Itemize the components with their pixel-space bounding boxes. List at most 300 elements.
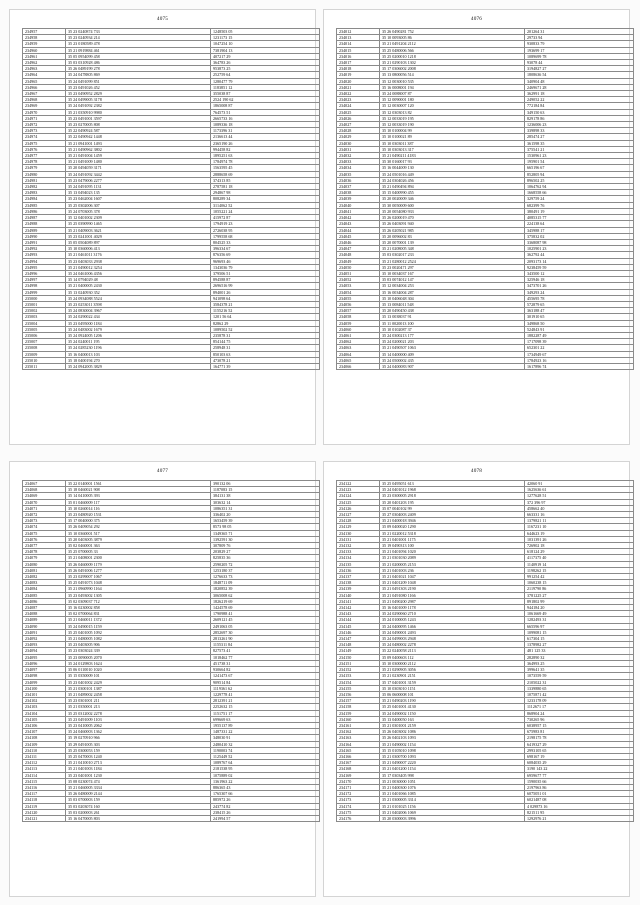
record-id-cell: 234025	[337, 109, 380, 115]
value-cell: 1229778 41	[211, 691, 320, 697]
value-cell: 1717098 39	[525, 339, 634, 345]
value-cell: 868904 24	[525, 710, 634, 716]
code-cell: 35 23 0090005 2070	[66, 654, 211, 660]
code-cell: 35 21 0919884 461	[66, 47, 211, 53]
document-page	[323, 461, 630, 897]
code-cell: 35 23 0403005 906	[66, 642, 211, 648]
value-cell: 8573 98 05	[211, 524, 320, 530]
value-cell: 3781225 27	[525, 592, 634, 598]
value-cell: 1349365 71	[211, 530, 320, 536]
value-cell: 348030 91	[211, 735, 320, 741]
code-cell: 35 21 0491204 2112	[380, 41, 525, 47]
record-id-cell: 234079	[23, 555, 66, 561]
record-id-cell: 234042	[337, 215, 380, 221]
value-cell: 2852697 30	[211, 629, 320, 635]
value-cell: 252759 64	[211, 72, 320, 78]
record-id-cell: 234998	[23, 283, 66, 289]
record-id-cell: 234057	[337, 308, 380, 314]
value-cell: 1790988 41	[211, 611, 320, 617]
code-cell: 35 23 0410005 2062	[66, 722, 211, 728]
value-cell: 885972 26	[211, 797, 320, 803]
value-cell: 1241473 67	[211, 673, 320, 679]
value-cell: 825835 36	[211, 555, 320, 561]
record-id-cell: 234166	[337, 753, 380, 759]
value-cell: 364783 26	[211, 60, 320, 66]
code-cell: 35 23 0240874 733	[66, 29, 211, 35]
value-cell: 941098 64	[211, 295, 320, 301]
value-cell: 886365 43	[211, 784, 320, 790]
record-id-cell: 234131	[337, 536, 380, 542]
code-cell: 35 23 0480920 1531	[66, 512, 211, 518]
record-id-cell: 234996	[23, 270, 66, 276]
record-id-cell: 234076	[23, 536, 66, 542]
code-cell: 35 10 0102087 37	[380, 326, 525, 332]
code-cell: 35 20 0494059 3171	[66, 165, 211, 171]
value-cell: 876356 69	[211, 252, 320, 258]
value-cell: 1392591 30	[211, 536, 320, 542]
code-cell: 35 10 0360001 517	[66, 530, 211, 536]
record-id-cell: 234098	[23, 673, 66, 679]
record-id-cell: 234163	[337, 735, 380, 741]
table-row	[23, 815, 320, 821]
record-id-cell: 234080	[23, 561, 66, 567]
value-cell: 29733 94	[525, 35, 634, 41]
value-cell: 2491063 05	[211, 623, 320, 629]
value-cell: 2787581 18	[211, 184, 320, 190]
value-cell: 2181538 95	[211, 766, 320, 772]
value-cell: 4 029873 16	[525, 803, 634, 809]
record-id-cell: 234173	[337, 797, 380, 803]
code-cell: 35 21 0301001 2159	[380, 722, 525, 728]
code-cell: 35 24 0478805 869	[66, 72, 211, 78]
record-id-cell: 234977	[23, 153, 66, 159]
code-cell: 35 21 0200005 2153	[380, 561, 525, 567]
record-id-cell: 234154	[337, 679, 380, 685]
value-cell: 1248503 05	[211, 29, 320, 35]
code-cell: 35 12 0401002 2309	[66, 215, 211, 221]
document-page	[9, 9, 316, 445]
value-cell: 241994 57	[211, 815, 320, 821]
value-cell: 1236006 23	[525, 122, 634, 128]
value-cell: 2469671 28	[525, 84, 634, 90]
code-cell: 35 09 0400603 112	[380, 654, 525, 660]
code-cell: 35 24 0491092 3442	[66, 171, 211, 177]
value-cell: 364993 25	[525, 660, 634, 666]
record-id-cell: 234171	[337, 784, 380, 790]
record-id-cell: 234089	[23, 617, 66, 623]
code-cell: 35 24 0490002 1150	[380, 710, 525, 716]
code-cell: 35 24 0285230 1196	[66, 345, 211, 351]
value-cell: 7381904 13	[211, 47, 320, 53]
record-id-cell: 234053	[337, 283, 380, 289]
record-id-cell: 234150	[337, 654, 380, 660]
record-id-cell: 234108	[23, 735, 66, 741]
value-cell: 2198175 78	[525, 735, 634, 741]
code-cell: 35 21 0490211 4183	[380, 153, 525, 159]
value-cell: 1653459 39	[211, 518, 320, 524]
value-cell: 2726038 95	[211, 227, 320, 233]
record-id-cell: 234979	[23, 165, 66, 171]
value-cell: 1061669 49	[525, 611, 634, 617]
value-cell: 772184 84	[525, 103, 634, 109]
code-cell: 35 21 0960990 1164	[66, 586, 211, 592]
record-id-cell: 234047	[337, 246, 380, 252]
code-cell: 35 23 0301001 211	[66, 698, 211, 704]
code-cell: 35 23 0020471 297	[380, 264, 525, 270]
value-cell: 1190003 74	[211, 747, 320, 753]
value-cell: 2197963 86	[525, 784, 634, 790]
value-cell: 1060238 15	[525, 580, 634, 586]
value-cell: 1173396 31	[211, 128, 320, 134]
code-cell: 35 11 0020013 100	[380, 320, 525, 326]
value-cell: 415972 87	[211, 215, 320, 221]
code-cell: 35 20 0300003 3996	[380, 815, 525, 821]
record-id-cell: 234038	[337, 190, 380, 196]
page-number-heading: 4077	[156, 468, 169, 474]
record-id-cell: 234015	[337, 47, 380, 53]
value-cell: 238415 26	[211, 809, 320, 815]
code-cell: 35 09 0400020 1290	[380, 524, 525, 530]
code-cell: 35 24 0461006 4356	[66, 270, 211, 276]
code-cell: 35 03 0203074 160	[66, 803, 211, 809]
value-cell: 93078 44	[525, 60, 634, 66]
record-id-cell: 234085	[23, 592, 66, 598]
code-cell: 35 21 0030000 1051	[380, 778, 525, 784]
record-id-cell: 234114	[23, 772, 66, 778]
code-cell: 35 21 0300101 1387	[66, 685, 211, 691]
record-id-cell: 234141	[337, 598, 380, 604]
value-cell: 407217 29	[211, 53, 320, 59]
record-id-cell: 234041	[337, 208, 380, 214]
code-cell: 35 16 0400013 103	[66, 351, 211, 357]
code-cell: 35 03 0200003 261	[66, 809, 211, 815]
value-cell: 1617896 74	[525, 363, 634, 369]
code-cell: 35 24 0460003 1362	[66, 729, 211, 735]
code-cell: 35 24 0924005 1206	[66, 332, 211, 338]
record-id-cell: 235006	[23, 332, 66, 338]
record-id-cell: 234056	[337, 301, 380, 307]
code-cell: 35 15 0105010 1098	[380, 747, 525, 753]
record-id-cell: 234083	[23, 580, 66, 586]
record-id-cell: 234095	[23, 654, 66, 660]
record-id-cell: 234058	[337, 314, 380, 320]
record-id-cell: 234997	[23, 277, 66, 283]
value-cell: 473078 21	[211, 357, 320, 363]
code-cell: 35 26 0402103 1093	[380, 735, 525, 741]
record-id-cell: 234962	[23, 60, 66, 66]
code-cell: 35 14 0400000 409	[380, 351, 525, 357]
code-cell: 35 21 0400018 3946	[380, 518, 525, 524]
record-id-cell: 234060	[337, 326, 380, 332]
value-cell: 2480410 32	[211, 741, 320, 747]
value-cell: 349868 50	[525, 320, 634, 326]
value-cell: 1734949 67	[525, 351, 634, 357]
record-id-cell: 234117	[23, 791, 66, 797]
record-id-cell: 234123	[337, 487, 380, 493]
value-cell: 1339880 65	[525, 685, 634, 691]
code-cell: 35 03 0310928 486	[66, 60, 211, 66]
code-cell: 35 17 0306002 2008	[380, 66, 525, 72]
value-cell: 1125449 52	[211, 753, 320, 759]
record-id-cell: 234072	[23, 512, 66, 518]
value-cell: 891802 99	[525, 598, 634, 604]
value-cell: 675983 81	[525, 729, 634, 735]
code-cell: 35 25 0200010 1218	[380, 53, 525, 59]
value-cell: 355038 87	[211, 91, 320, 97]
value-cell: 2136613 44	[211, 134, 320, 140]
value-cell: 1089502 52	[211, 326, 320, 332]
value-cell: 2105022 31	[525, 679, 634, 685]
value-cell: 1848711 09	[211, 580, 320, 586]
code-cell: 35 13 0038037 91	[380, 314, 525, 320]
code-cell: 35 05 0954099 458	[66, 53, 211, 59]
code-cell: 35 20 0401203 195	[380, 499, 525, 505]
value-cell: 1282493 31	[525, 617, 634, 623]
record-id-cell: 234046	[337, 239, 380, 245]
code-cell: 35 24 0942005 3829	[66, 363, 211, 369]
code-cell: 35 24 0401012 1968	[380, 487, 525, 493]
code-cell: 35 02 0700064 831	[66, 611, 211, 617]
value-cell: 644623 19	[525, 530, 634, 536]
record-id-cell: 234140	[337, 592, 380, 598]
code-cell: 35 24 0500002 435	[380, 357, 525, 363]
value-cell: 303632 14	[211, 499, 320, 505]
record-id-cell: 234021	[337, 84, 380, 90]
code-cell: 35 10 0100004 99	[380, 128, 525, 134]
page-number-heading: 4078	[470, 468, 483, 474]
code-cell: 35 21 0490962 3802	[66, 146, 211, 152]
value-cell: 399641 35	[525, 667, 634, 673]
value-cell: 1668558 66	[525, 190, 634, 196]
code-cell: 35 15 0350009 101	[66, 673, 211, 679]
record-id-cell: 234029	[337, 134, 380, 140]
value-cell: 375541 21	[525, 146, 634, 152]
record-id-cell: 234065	[337, 357, 380, 363]
record-id-cell: 234146	[337, 629, 380, 635]
record-id-cell: 234145	[337, 623, 380, 629]
record-id-cell: 234070	[23, 499, 66, 505]
record-id-cell: 234129	[337, 524, 380, 530]
record-id-cell: 234958	[23, 35, 66, 41]
record-id-cell: 235010	[23, 357, 66, 363]
value-cell: 1424578 69	[211, 605, 320, 611]
code-cell: 35 19 0490313 100	[380, 543, 525, 549]
value-cell: 2590205 72	[211, 561, 320, 567]
record-id-cell: 234974	[23, 134, 66, 140]
value-cell: 804525 33	[211, 239, 320, 245]
value-cell: 1292976 21	[525, 815, 634, 821]
record-id-cell: 234961	[23, 53, 66, 59]
record-id-cell: 234111	[23, 753, 66, 759]
value-cell: 1086351 31	[211, 505, 320, 511]
record-id-cell: 234134	[337, 555, 380, 561]
code-cell: 35 26 0409054 292	[66, 524, 211, 530]
value-cell: 3065008 62	[211, 592, 320, 598]
code-cell: 35 22 0240058 2113	[380, 648, 525, 654]
record-id-cell: 234124	[337, 493, 380, 499]
record-id-cell: 234153	[337, 673, 380, 679]
code-cell: 35 03 0074012 147	[380, 277, 525, 283]
record-id-cell: 234016	[337, 53, 380, 59]
value-cell: 1025901 23	[525, 246, 634, 252]
code-cell: 35 22 0490942 1448	[66, 134, 211, 140]
value-cell: 699669 63	[211, 716, 320, 722]
record-id-cell: 235008	[23, 345, 66, 351]
record-id-cell: 235005	[23, 326, 66, 332]
record-id-cell: 234994	[23, 258, 66, 264]
record-id-cell: 234999	[23, 289, 66, 295]
record-id-cell: 234099	[23, 679, 66, 685]
value-cell: 1075871 42	[525, 691, 634, 697]
code-cell: 35 21 0491080 1166	[380, 592, 525, 598]
record-id-cell: 234054	[337, 289, 380, 295]
code-cell: 35 23 0491001 3597	[66, 115, 211, 121]
record-id-cell: 234164	[337, 741, 380, 747]
value-cell: 307809 76	[211, 543, 320, 549]
code-cell: 35 24 0499005 3178	[66, 97, 211, 103]
value-cell: 249052 22	[525, 97, 634, 103]
value-cell: 203829 27	[211, 549, 320, 555]
record-id-cell: 234103	[23, 704, 66, 710]
code-cell: 35 23 0491026 452	[66, 84, 211, 90]
code-cell: 35 24 0490015 1159	[66, 623, 211, 629]
code-cell: 35 25 0302006 307	[66, 202, 211, 208]
record-id-cell: 234088	[23, 611, 66, 617]
value-cell: 1253180 37	[211, 567, 320, 573]
value-cell: 1765307 66	[211, 791, 320, 797]
code-cell: 35 21 0400300 1076	[380, 784, 525, 790]
record-id-cell: 234971	[23, 115, 66, 121]
value-cell: 235878 31	[211, 332, 320, 338]
value-cell: 730265 96	[525, 716, 634, 722]
code-cell: 35 24 0499003 2948	[380, 636, 525, 642]
record-id-cell: 234091	[23, 629, 66, 635]
record-id-cell: 234963	[23, 66, 66, 72]
record-id-cell: 234964	[23, 72, 66, 78]
record-id-cell: 234982	[23, 184, 66, 190]
code-cell: 35 24 0240011 195	[66, 339, 211, 345]
value-cell: 852805 94	[525, 171, 634, 177]
value-cell: 243774 82	[211, 803, 320, 809]
value-cell: 4117375 40	[525, 555, 634, 561]
record-id-cell: 234059	[337, 320, 380, 326]
record-id-cell: 234107	[23, 729, 66, 735]
record-id-cell: 234039	[337, 196, 380, 202]
record-id-cell: 234022	[337, 91, 380, 97]
record-id-cell: 234969	[23, 103, 66, 109]
code-cell: 35 10 0303013 317	[380, 146, 525, 152]
record-id-cell: 234985	[23, 202, 66, 208]
code-cell: 35 15 0400990 455	[380, 190, 525, 196]
code-cell: 35 23 0495000 1184	[66, 320, 211, 326]
code-cell: 35 02 0460001 363	[66, 543, 211, 549]
table-row	[23, 363, 320, 369]
record-id-cell: 234988	[23, 221, 66, 227]
code-cell: 35 30 0050009 600	[380, 202, 525, 208]
value-cell: 2696516 99	[211, 283, 320, 289]
code-cell: 35 19 0270910 966	[66, 735, 211, 741]
code-cell: 35 10 0093005 86	[380, 35, 525, 41]
code-cell: 35 08 0230074 474	[66, 778, 211, 784]
code-cell: 35 21 0941001 1493	[66, 140, 211, 146]
code-cell: 35 16 0044009 130	[380, 165, 525, 171]
code-cell: 35 25 0401005 1092	[66, 629, 211, 635]
record-id-cell: 234966	[23, 84, 66, 90]
code-cell: 35 03 0700003 159	[66, 797, 211, 803]
record-id-cell: 234031	[337, 146, 380, 152]
code-cell: 35 12 0033019 190	[380, 122, 525, 128]
data-table	[22, 28, 320, 370]
code-cell: 35 21 0350001 213	[66, 704, 211, 710]
value-cell: 336402 20	[211, 512, 320, 518]
code-cell: 35 25 0470003 1240	[66, 753, 211, 759]
record-id-cell: 234973	[23, 128, 66, 134]
record-id-cell: 234093	[23, 642, 66, 648]
record-id-cell: 234125	[337, 499, 380, 505]
value-cell: 164771 39	[211, 363, 320, 369]
record-id-cell: 234101	[23, 691, 66, 697]
value-cell: 3473701 26	[525, 283, 634, 289]
code-cell: 35 05 0504089 897	[66, 239, 211, 245]
value-cell: 726902 18	[525, 543, 634, 549]
code-cell: 35 23 0180589 478	[66, 41, 211, 47]
code-cell: 35 21 0401003 1184	[66, 766, 211, 772]
code-cell: 35 21 0480005 1082	[66, 636, 211, 642]
code-cell: 35 10 0406048 304	[380, 295, 525, 301]
record-id-cell: 234044	[337, 227, 380, 233]
code-cell: 35 21 0290905 3056	[380, 667, 525, 673]
record-id-cell: 234119	[23, 803, 66, 809]
record-id-cell: 234128	[337, 518, 380, 524]
value-cell: 451738 31	[211, 660, 320, 666]
record-id-cell: 234959	[23, 41, 66, 47]
value-cell: 3114062 52	[211, 202, 320, 208]
value-cell: 969693 46	[211, 258, 320, 264]
record-id-cell: 234148	[337, 642, 380, 648]
value-cell: 944184 20	[525, 605, 634, 611]
record-id-cell: 234989	[23, 227, 66, 233]
record-id-cell: 235000	[23, 295, 66, 301]
value-cell: 2993105 65	[525, 747, 634, 753]
record-id-cell: 234086	[23, 598, 66, 604]
code-cell: 35 24 0400095 1466	[380, 623, 525, 629]
record-id-cell: 234110	[23, 747, 66, 753]
value-cell: 1590035 66	[525, 778, 634, 784]
code-cell: 35 25 0312002 2278	[66, 710, 211, 716]
value-cell: 953873 25	[211, 66, 320, 72]
code-cell: 35 23 0300005 2918	[380, 493, 525, 499]
code-cell: 35 10 0100021 89	[380, 134, 525, 140]
value-cell: 827573 41	[211, 648, 320, 654]
code-cell: 35 20 0070001 139	[380, 239, 525, 245]
value-cell: 1794919 23	[211, 221, 320, 227]
code-cell: 35 23 0241001 4029	[66, 233, 211, 239]
value-cell: 2609121 45	[211, 617, 320, 623]
value-cell: 2812391 21	[211, 698, 320, 704]
value-cell: 3194827 27	[525, 66, 634, 72]
code-cell: 35 23 0490952 2829	[66, 91, 211, 97]
record-id-cell: 234981	[23, 177, 66, 183]
record-id-cell: 234018	[337, 66, 380, 72]
value-cell: 808289 34	[211, 196, 320, 202]
value-cell: 325946 18	[525, 277, 634, 283]
value-cell: 294867 98	[211, 190, 320, 196]
table-row	[337, 363, 634, 369]
code-cell: 35 21 0350910 9980	[66, 109, 211, 115]
record-id-cell: 235007	[23, 339, 66, 345]
value-cell: 617304 15	[525, 636, 634, 642]
code-cell: 35 23 0299007 1067	[66, 574, 211, 580]
